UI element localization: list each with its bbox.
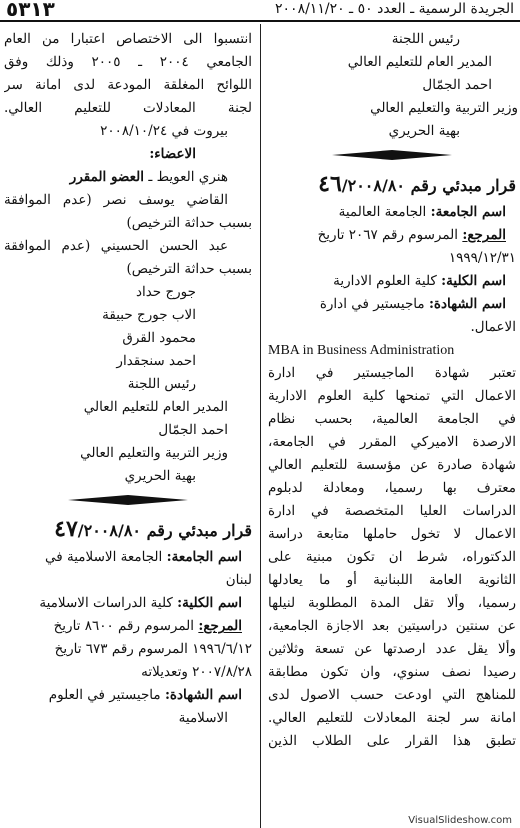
- body-line: تطبق هذا القرار على الطلاب الذين: [268, 733, 516, 749]
- body-line: للمناهج التي اودعت حسب الاصول لدى: [268, 687, 516, 703]
- decree-46-body: [268, 362, 516, 753]
- intro-line: انتسبوا الى الاختصاص اعتبارا من العام: [4, 31, 252, 47]
- member-name: عبد الحسن الحسيني (عدم الموافقة: [4, 238, 228, 254]
- intro-paragraph: [4, 28, 252, 120]
- members-with-notes: [4, 189, 252, 281]
- intro-line: لجنة المعادلات للتعليم العالي.: [4, 100, 252, 116]
- members-heading: الاعضاء:: [149, 146, 196, 162]
- minister-name-2: بهية الحريري: [124, 468, 196, 484]
- members-list: [4, 281, 252, 373]
- body-line: الثانوية العامة اللبنانية أو ما يعادلها: [268, 572, 516, 588]
- body-line: الارصدة الاميركي المقرر في الجامعة،: [268, 434, 516, 450]
- decree-46-faculty: اسم الكلية: كلية العلوم الادارية: [333, 273, 506, 289]
- intro-line: الجامعي ٢٠٠٤ ـ ٢٠٠٥ وذلك وفق: [4, 54, 252, 70]
- decree-47-reference: المرجع: المرسوم رقم ٨٦٠٠ تاريخ: [53, 618, 242, 634]
- member-name: احمد سنجقدار: [116, 353, 196, 369]
- right-column: [268, 28, 516, 753]
- decree-46-reference: المرجع: المرسوم رقم ٢٠٦٧ تاريخ: [317, 227, 506, 243]
- decree-46-reference-date: ١٩٩٩/١٢/٣١: [448, 250, 516, 266]
- ornament-divider: [268, 147, 516, 163]
- decree-46-university: اسم الجامعة: الجامعة العالمية: [338, 204, 506, 220]
- body-line: رصيدا نصف سنوي، وان تكون مطابقة: [268, 664, 516, 680]
- body-line: في الجامعة العالمية، بحسب نظام: [268, 411, 516, 427]
- minister-name: بهية الحريري: [388, 123, 460, 139]
- decree-47-number: ٤٧: [54, 516, 78, 542]
- decree-47-degree-cont: الاسلامية: [178, 710, 228, 726]
- body-line: وألا يقل عدد ارصدتها عن تسعة وثلاثين: [268, 641, 516, 657]
- body-line: الدكتوراه، شرط ان تكون مبنية على: [268, 549, 516, 565]
- decree-46-degree: اسم الشهادة: ماجيستير في ادارة: [319, 296, 506, 312]
- director-title: المدير العام للتعليم العالي: [347, 54, 492, 70]
- left-column: [4, 28, 252, 730]
- member-name: جورج حداد: [135, 284, 196, 300]
- decree-47-reference-l2: ١٩٩٦/٦/١٢ المرسوم رقم ٦٧٣ تاريخ: [54, 641, 252, 657]
- member-name: الاب جورج حبيقة: [102, 307, 196, 323]
- member-note: بسبب حداثة الترخيص): [126, 261, 252, 277]
- decree-46-degree-cont: الاعمال.: [470, 319, 516, 335]
- decree-47-degree: اسم الشهادة: ماجيستير في العلوم: [48, 687, 242, 703]
- decree-47-university: اسم الجامعة: الجامعة الاسلامية في: [44, 549, 242, 565]
- intro-line: اللوائح المغلقة المودعة لدى امانة سر: [4, 77, 252, 93]
- ornament-icon: [68, 494, 188, 506]
- ornament-divider-2: [4, 492, 252, 508]
- decree-47-university-cont: لبنان: [225, 572, 252, 588]
- director-title-2: المدير العام للتعليم العالي: [83, 399, 228, 415]
- director-name: احمد الجمّال: [422, 77, 492, 93]
- decree-46-number: ٤٦: [318, 171, 342, 197]
- body-line: تعتبر شهادة الماجيستير في ادارة: [268, 365, 516, 381]
- chair-title: رئيس اللجنة: [391, 31, 460, 47]
- decree-47-title: قرار مبدئي رقم ٤٧/٢٠٠٨/٨٠: [54, 516, 252, 542]
- decree-47-faculty: اسم الكلية: كلية الدراسات الاسلامية: [39, 595, 242, 611]
- member-note: بسبب حداثة الترخيص): [126, 215, 252, 231]
- decree-date: بيروت في ٢٠٠٨/١٠/٢٤: [100, 123, 228, 139]
- rapporteur: هنري العويط ـ العضو المقرر: [69, 169, 228, 185]
- member-name: محمود القرق: [122, 330, 196, 346]
- column-divider: [260, 24, 261, 828]
- body-line: رسميا، وألا تقل المدة المطلوبة لنيلها: [268, 595, 516, 611]
- minister-title-2: وزير التربية والتعليم العالي: [80, 445, 228, 461]
- director-name-2: احمد الجمّال: [158, 422, 228, 438]
- minister-title: وزير التربية والتعليم العالي: [370, 100, 518, 116]
- decree-47-reference-l3: ٢٠٠٧/٨/٢٨ وتعديلاته: [141, 664, 252, 680]
- gazette-title: الجريدة الرسمية ـ العدد ٥٠ ـ ٢٠٠٨/١١/٢٠: [275, 1, 514, 17]
- decree-46-degree-english: MBA in Business Administration: [268, 343, 455, 358]
- decree-46-title: قرار مبدئي رقم ٤٦/٢٠٠٨/٨٠: [318, 171, 516, 197]
- member-name: القاضي يوسف نصر (عدم الموافقة: [4, 192, 228, 208]
- ornament-icon: [332, 149, 452, 161]
- body-line: عن سنتين دراسيتين بعد الاجازة الجامعية،: [268, 618, 516, 634]
- body-line: الدراسات العليا المتخصصة في ادارة: [268, 503, 516, 519]
- body-line: الاعمال لا تخول حاملها متابعة دراسة: [268, 526, 516, 542]
- body-line: شهادة صادرة عن مؤسسة للتعليم العالي: [268, 457, 516, 473]
- page-number: ٥٣١٣: [6, 0, 55, 21]
- body-line: امانة سر لجنة المعادلات للتعليم العالي.: [268, 710, 516, 726]
- page-header: [0, 0, 520, 22]
- body-line: معترف بها رسميا، ومعادلة لدبلوم: [268, 480, 516, 496]
- body-line: الاعمال التي تمنحها كلية العلوم الادارية: [268, 388, 516, 404]
- chair-title-2: رئيس اللجنة: [127, 376, 196, 392]
- watermark: VisualSlideshow.com: [408, 815, 512, 826]
